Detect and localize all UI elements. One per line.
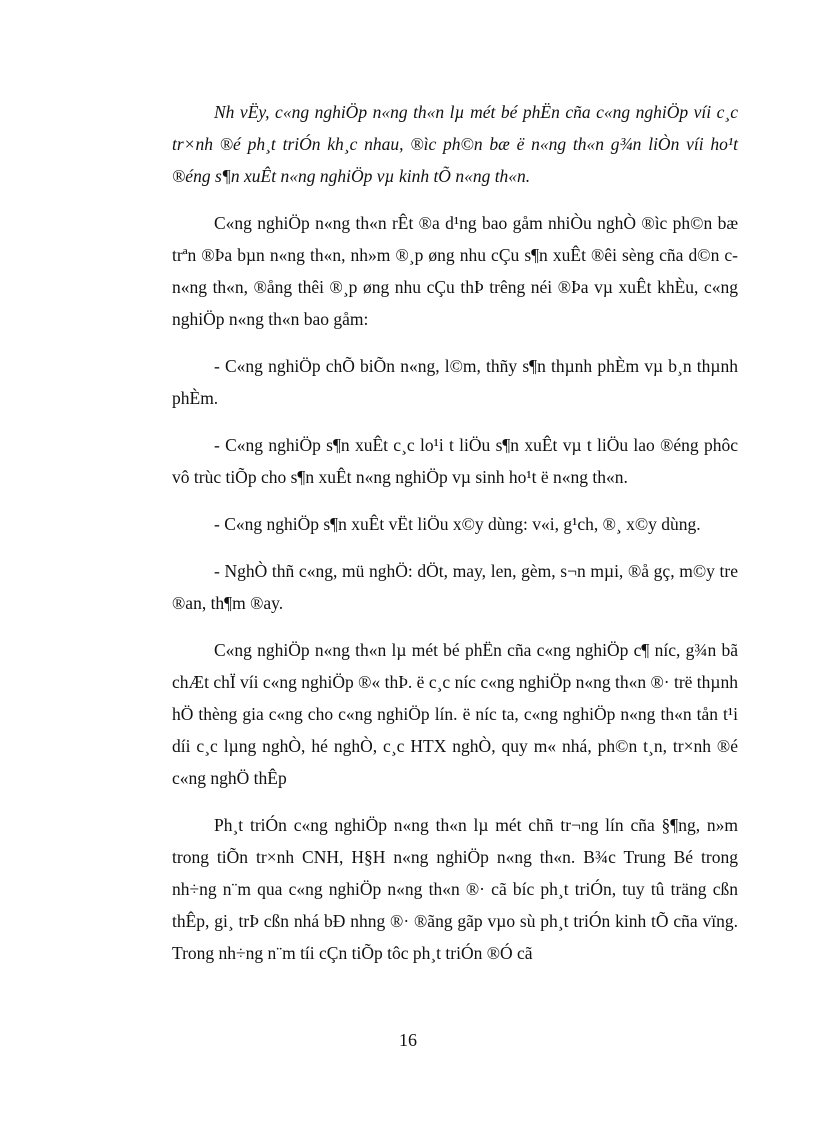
paragraph-3: C«ng nghiÖp n«ng th«n lµ mét bé phËn cña c«ng nghiÖp c¶ níc, g¾n bã chÆt chÏ víi c«ng nghiÖp ®« thÞ. ë c¸c níc c«ng nghiÖp n«ng th«n ®· trë thµnh hÖ thèng gia c«ng cho c«ng nghiÖp lín. ë níc ta, c«ng nghiÖp n«ng th«n tån t¹i díi c¸c lµng nghÒ, hé nghÒ, c¸c HTX nghÒ, quy m« nhá, ph©n t¸n, tr×nh ®é c«ng nghÖ thÊp [172,640,738,788]
body-text [172,96,738,984]
page-number: 16 [399,1030,417,1050]
list-item-handicrafts: - NghÒ thñ c«ng, mü nghÖ: dÖt, may, len, gèm, s¬n mµi, ®å gç, m©y tre ®an, th¶m ®ay. [172,561,738,613]
list-item-means-of-production: - C«ng nghiÖp s¶n xuÊt c¸c lo¹i t liÖu s¶n xuÊt vµ t liÖu lao ®éng phôc vô trùc tiÕp cho s¶n xuÊt n«ng nghiÖp vµ sinh ho¹t ë n«ng th«n. [172,435,738,487]
list-item-construction-materials: - C«ng nghiÖp s¶n xuÊt vËt liÖu x©y dùng: v«i, g¹ch, ®¸ x©y dùng. [214,514,701,534]
paragraph-2: C«ng nghiÖp n«ng th«n rÊt ®a d¹ng bao gåm nhiÒu nghÒ ®ìc ph©n bæ trªn ®Þa bµn n«ng th«n, nh»m ®¸p øng nhu cÇu s¶n xuÊt ®êi sèng cña d©n c n«ng th«n, ®ång thêi ®¸p øng nhu cÇu thÞ trêng néi ®Þa vµ xuÊt khÈu, c«ng nghiÖp n«ng th«n bao gåm: [172,213,738,329]
list-item-processing: - C«ng nghiÖp chÕ biÕn n«ng, l©m, thñy s¶n thµnh phÈm vµ b¸n thµnh phÈm. [172,356,738,408]
paragraph-4: Ph¸t triÓn c«ng nghiÖp n«ng th«n lµ mét chñ tr¬ng lín cña §¶ng, n»m trong tiÕn tr×nh CNH, H§H n«ng nghiÖp n«ng th«n. B¾c Trung Bé trong nh÷ng n¨m qua c«ng nghiÖp n«ng th«n ®· cã bíc ph¸t triÓn, tuy tû träng cßn thÊp, gi¸ trÞ cßn nhá bÐ nhng ®· ®ãng gãp vµo sù ph¸t triÓn kinh tÕ cña vïng. Trong nh÷ng n¨m tíi cÇn tiÕp tôc ph¸t triÓn ®Ó cã [172,815,738,963]
paragraph-1: Nh vËy, c«ng nghiÖp n«ng th«n lµ mét bé phËn cña c«ng nghiÖp víi c¸c tr×nh ®é ph¸t triÓn kh¸c nhau, ®ìc ph©n bæ ë n«ng th«n g¾n liÒn víi ho¹t ®éng s¶n xuÊt n«ng nghiÖp vµ kinh tÕ n«ng th«n. [172,102,738,186]
